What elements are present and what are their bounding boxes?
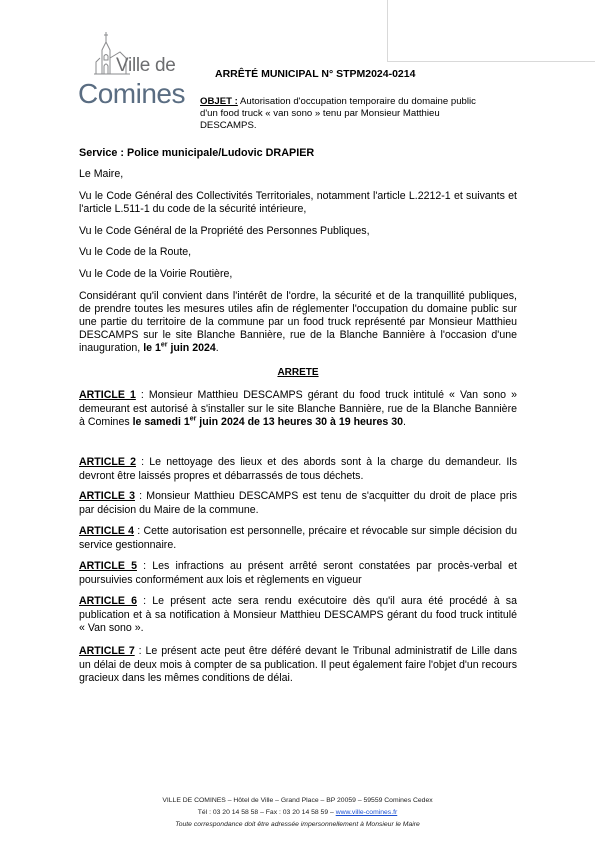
- article-4: ARTICLE 4 : Cette autorisation est personnelle, précaire et révocable sur simple décision du service gestionnaire.: [79, 525, 517, 551]
- article-7-label: ARTICLE 7: [79, 645, 135, 657]
- article-7: ARTICLE 7 : Le présent acte peut être déféré devant le Tribunal administratif de Lille dans un délai de deux mois à compter de sa publication. Il peut également faire l'objet d'un recours gracieux dans les mêmes conditions de délai.: [79, 645, 517, 684]
- footer-note: Toute correspondance doit être adressée impersonnellement à Monsieur le Maire: [175, 821, 420, 828]
- vu-code-voirie: Vu le Code de la Voirie Routière,: [79, 268, 233, 280]
- service-line: Service : Police municipale/Ludovic DRAPIER: [79, 147, 315, 159]
- article-4-label: ARTICLE 4: [79, 525, 135, 537]
- article-2-label: ARTICLE 2: [79, 456, 136, 468]
- article-2: ARTICLE 2 : Le nettoyage des lieux et des abords sont à la charge du demandeur. Ils devront être laissés propres et débarrassés de tous déchets.: [79, 456, 517, 482]
- article-6: ARTICLE 6 : Le présent acte sera rendu exécutoire dès qu'il aura été procédé à sa publication et à sa notification à Monsieur Matthieu DESCAMPS gérant du food truck intitulé « Van sono ».: [79, 595, 517, 634]
- website-link[interactable]: www.ville-comines.fr: [335, 809, 398, 816]
- objet-block: [200, 96, 490, 132]
- vu-cgppp: Vu le Code Général de la Propriété des Personnes Publiques,: [79, 225, 370, 237]
- logo-comines: Comines: [78, 78, 185, 109]
- article-3: ARTICLE 3 : Monsieur Matthieu DESCAMPS est tenu de s'acquitter du droit de place pris par décision du Maire de la commune.: [79, 490, 517, 516]
- stamp-box: [387, 0, 595, 62]
- logo-ville-de: Ville de: [116, 55, 176, 76]
- article-3-label: ARTICLE 3: [79, 490, 135, 502]
- objet-text: Autorisation d'occupation temporaire du domaine public d'un food truck « van sono » tenu par Monsieur Matthieu DESCAMPS.: [200, 96, 476, 131]
- document-title: ARRÊTÉ MUNICIPAL N° STPM2024-0214: [215, 68, 416, 80]
- considerant-date: le 1er juin 2024: [143, 341, 216, 354]
- article-5: ARTICLE 5 : Les infractions au présent arrêté seront constatées par procès-verbal et poursuivies conformément aux lois et règlements en vigueur: [79, 560, 517, 586]
- article-1-label: ARTICLE 1: [79, 389, 136, 401]
- vu-code-route: Vu le Code de la Route,: [79, 246, 192, 258]
- footer-contact: Tél : 03 20 14 58 58 – Fax : 03 20 14 58 59 – www.ville-comines.fr: [197, 809, 398, 816]
- considerant: Considérant qu'il convient dans l'intérêt de l'ordre, la sécurité et de la tranquillité publiques, de prendre toutes les mesures utiles afin de réglementer l'occupation du domaine public sur une partie du territoire de la commune par un food truck représenté par Monsieur Matthieu DESCAMPS sur le site Blanche Bannière, rue de la Blanche Bannière à l'occasion d'une inauguration, le 1er juin 2024.: [79, 290, 517, 354]
- footer-address: VILLE DE COMINES – Hôtel de Ville – Grand Place – BP 20059 – 59559 Comines Cedex: [162, 797, 433, 804]
- article-6-label: ARTICLE 6: [79, 595, 137, 607]
- le-maire: Le Maire,: [79, 168, 124, 180]
- vu-cgct: Vu le Code Général des Collectivités Territoriales, notamment l'article L.2212-1 et suivants et l'article L.511-1 du code de la sécurité intérieure,: [79, 190, 517, 215]
- considerant-text: Considérant qu'il convient dans l'intérêt de l'ordre, la sécurité et de la tranquillité publiques, de prendre toutes les mesures utiles afin de réglementer l'occupation du domaine public sur une partie du territoire de la commune par un food truck représenté par Monsieur Matthieu DESCAMPS sur le site Blanche Bannière, rue de la Blanche Bannière à l'occasion d'une inauguration,: [79, 290, 517, 354]
- objet-label: OBJET :: [200, 96, 238, 107]
- arrete-title: ARRETE: [277, 367, 319, 378]
- article-5-label: ARTICLE 5: [79, 560, 137, 572]
- article-1: ARTICLE 1 : Monsieur Matthieu DESCAMPS gérant du food truck intitulé « Van sono » demeurant est autorisé à s'installer sur le site Blanche Bannière, rue de la Blanche Bannière à Comines le samedi 1er juin 2024 de 13 heures 30 à 19 heures 30.: [79, 389, 517, 428]
